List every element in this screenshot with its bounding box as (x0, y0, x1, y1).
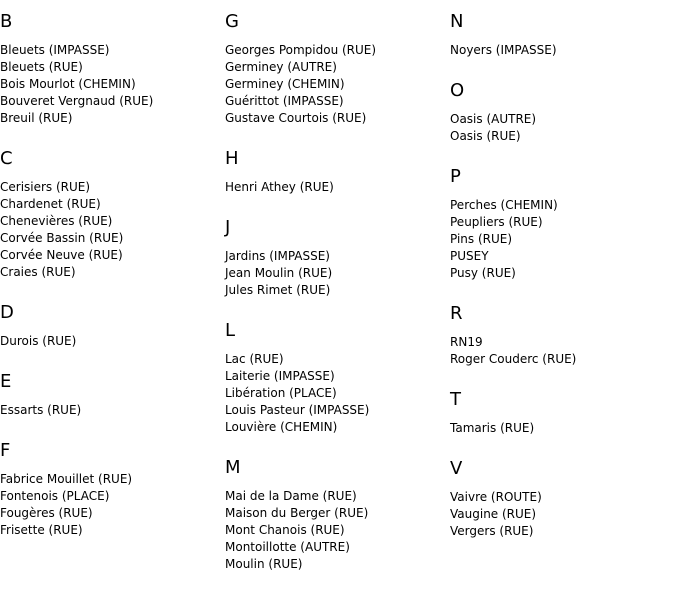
street-link[interactable]: Germiney (CHEMIN) (225, 77, 345, 91)
street-link[interactable]: Bouveret Vergnaud (RUE) (0, 94, 154, 108)
street-list (450, 334, 675, 368)
letter-heading: B (0, 11, 13, 32)
letter-group (0, 12, 225, 127)
street-link[interactable]: Jean Moulin (RUE) (225, 266, 333, 280)
street-link[interactable]: RN19 (450, 335, 483, 349)
letter-heading: C (0, 148, 13, 169)
street-list (225, 179, 450, 196)
street-link[interactable]: Fabrice Mouillet (RUE) (0, 472, 133, 486)
street-link[interactable]: Breuil (RUE) (0, 111, 73, 125)
street-link[interactable]: Pins (RUE) (450, 232, 513, 246)
street-list (0, 402, 225, 419)
street-link[interactable]: Lac (RUE) (225, 352, 284, 366)
letter-group (450, 81, 675, 145)
street-link[interactable]: Libération (PLACE) (225, 386, 337, 400)
letter-group (0, 303, 225, 350)
letter-group (450, 459, 675, 540)
letter-group (450, 304, 675, 368)
street-link[interactable]: Corvée Bassin (RUE) (0, 231, 124, 245)
street-link[interactable]: Oasis (AUTRE) (450, 112, 537, 126)
street-link[interactable]: Germiney (AUTRE) (225, 60, 337, 74)
letter-group (450, 390, 675, 437)
street-link[interactable]: Mont Chanois (RUE) (225, 523, 345, 537)
street-list (225, 351, 450, 436)
letter-group (225, 218, 450, 299)
street-link[interactable]: Fontenois (PLACE) (0, 489, 110, 503)
letter-heading: F (0, 440, 11, 461)
street-list (450, 42, 675, 59)
street-list (0, 471, 225, 539)
letter-group (450, 167, 675, 282)
street-list (225, 488, 450, 573)
street-link[interactable]: Fougères (RUE) (0, 506, 93, 520)
street-list (450, 489, 675, 540)
letter-heading: T (450, 389, 461, 410)
street-link[interactable]: Mai de la Dame (RUE) (225, 489, 357, 503)
letter-heading: M (225, 457, 241, 478)
letter-group (225, 149, 450, 196)
letter-group (225, 458, 450, 573)
street-link[interactable]: Pusy (RUE) (450, 266, 516, 280)
street-index-column-3 (450, 0, 675, 562)
street-index-column-1 (0, 0, 225, 561)
letter-group (0, 441, 225, 539)
street-link[interactable]: Peupliers (RUE) (450, 215, 543, 229)
letter-heading: N (450, 11, 464, 32)
street-link[interactable]: Craies (RUE) (0, 265, 76, 279)
street-list (450, 420, 675, 437)
street-link[interactable]: Cerisiers (RUE) (0, 180, 91, 194)
street-link[interactable]: Gustave Courtois (RUE) (225, 111, 367, 125)
street-link[interactable]: Noyers (IMPASSE) (450, 43, 557, 57)
street-link[interactable]: Frisette (RUE) (0, 523, 83, 537)
street-link[interactable]: Chenevières (RUE) (0, 214, 113, 228)
street-link[interactable]: Guérittot (IMPASSE) (225, 94, 344, 108)
street-link[interactable]: Vaugine (RUE) (450, 507, 537, 521)
street-link[interactable]: Bleuets (RUE) (0, 60, 83, 74)
street-link[interactable]: Tamaris (RUE) (450, 421, 535, 435)
letter-heading: O (450, 80, 465, 101)
street-link[interactable]: Bois Mourlot (CHEMIN) (0, 77, 136, 91)
street-link[interactable]: Corvée Neuve (RUE) (0, 248, 123, 262)
street-link[interactable]: Oasis (RUE) (450, 129, 521, 143)
letter-heading: L (225, 320, 236, 341)
street-link[interactable]: Louvière (CHEMIN) (225, 420, 338, 434)
letter-heading: G (225, 11, 239, 32)
letter-group (0, 149, 225, 281)
street-list (0, 333, 225, 350)
letter-group (0, 372, 225, 419)
street-link[interactable]: Maison du Berger (RUE) (225, 506, 369, 520)
street-link[interactable]: Bleuets (IMPASSE) (0, 43, 110, 57)
street-link[interactable]: Montoillotte (AUTRE) (225, 540, 350, 554)
street-link[interactable]: Laiterie (IMPASSE) (225, 369, 335, 383)
street-link[interactable]: PUSEY (450, 249, 489, 263)
street-link[interactable]: Durois (RUE) (0, 334, 77, 348)
street-link[interactable]: Jules Rimet (RUE) (225, 283, 331, 297)
letter-group (450, 12, 675, 59)
letter-heading: H (225, 148, 239, 169)
letter-heading: J (225, 217, 231, 238)
street-link[interactable]: Vaivre (ROUTE) (450, 490, 542, 504)
street-link[interactable]: Roger Couderc (RUE) (450, 352, 577, 366)
street-link[interactable]: Perches (CHEMIN) (450, 198, 558, 212)
street-link[interactable]: Essarts (RUE) (0, 403, 82, 417)
letter-heading: V (450, 458, 463, 479)
letter-heading: P (450, 166, 461, 187)
street-link[interactable]: Jardins (IMPASSE) (225, 249, 330, 263)
letter-group (225, 321, 450, 436)
street-list (450, 111, 675, 145)
street-list (450, 197, 675, 282)
street-list (225, 248, 450, 299)
letter-heading: D (0, 302, 14, 323)
street-list (225, 42, 450, 127)
letter-group (225, 12, 450, 127)
street-link[interactable]: Georges Pompidou (RUE) (225, 43, 377, 57)
street-link[interactable]: Louis Pasteur (IMPASSE) (225, 403, 370, 417)
street-list (0, 179, 225, 281)
letter-heading: R (450, 303, 463, 324)
street-link[interactable]: Moulin (RUE) (225, 557, 303, 571)
street-link[interactable]: Vergers (RUE) (450, 524, 534, 538)
street-link[interactable]: Chardenet (RUE) (0, 197, 101, 211)
street-link[interactable]: Henri Athey (RUE) (225, 180, 334, 194)
street-index-column-2 (225, 0, 450, 595)
street-list (0, 42, 225, 127)
letter-heading: E (0, 371, 12, 392)
